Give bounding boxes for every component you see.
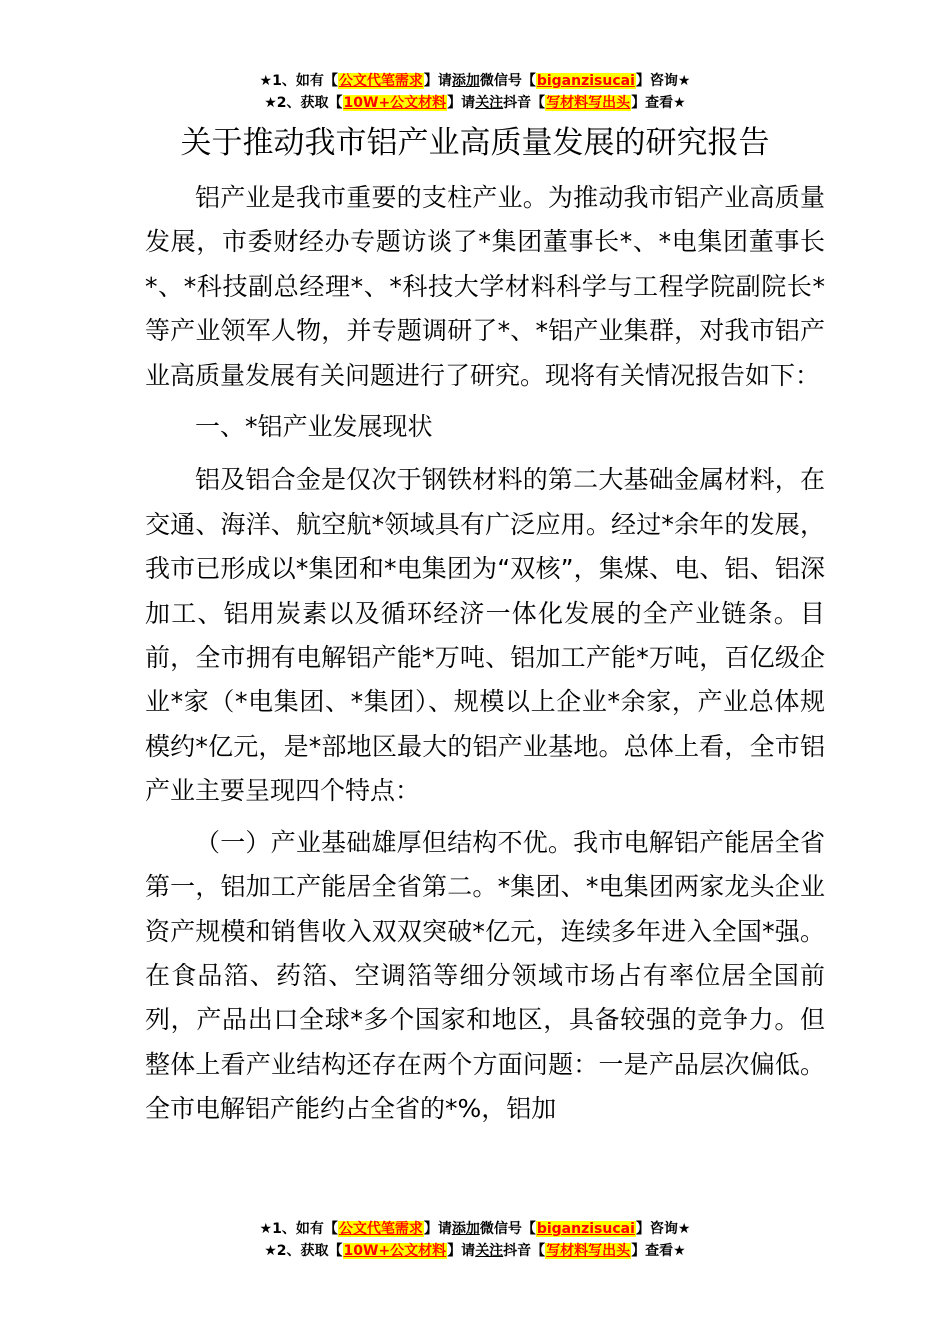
banner-text: ★1、如有【 (259, 73, 338, 89)
banner-line-2 (0, 92, 950, 114)
banner-text: 】请 (423, 73, 452, 89)
banner-text: 抖音【 (503, 95, 546, 111)
highlight-douyin-id: 写材料写出头 (546, 95, 631, 111)
highlight-wechat-id: biganzisucai (536, 1221, 635, 1237)
banner-emphasis: 添加 (451, 73, 480, 89)
document-body (145, 176, 825, 1139)
banner-text: ★2、获取【 (264, 1243, 343, 1259)
banner-text: ★1、如有【 (259, 1221, 338, 1237)
paragraph-point-1: （一）产业基础雄厚但结构不优。我市电解铝产能居全省第一，铝加工产能居全省第二。*集团、*电集团两家龙头企业资产规模和销售收入双双突破*亿元，连续多年进入全国*强。在食品箔、药箔、空调箔等细分领域市场占有率位居全国前列，产品出口全球*多个国家和地区，具备较强的竞争力。但整体上看产业结构还存在两个方面问题：一是产品层次偏低。全市电解铝产能约占全省的*%，铝加 (145, 827, 825, 1124)
banner-line-2 (0, 1240, 950, 1262)
banner-text: 微信号【 (479, 1221, 536, 1237)
highlight-materials: 10W+公文材料 (343, 95, 447, 111)
highlight-service: 公文代笔需求 (338, 1221, 423, 1237)
banner-emphasis: 关注 (475, 1243, 504, 1259)
banner-text: 】请 (447, 1243, 476, 1259)
banner-text: 】咨询★ (635, 73, 691, 89)
banner-text: 抖音【 (503, 1243, 546, 1259)
highlight-douyin-id: 写材料写出头 (546, 1243, 631, 1259)
banner-text: 】请 (423, 1221, 452, 1237)
paragraph-overview: 铝及铝合金是仅次于钢铁材料的第二大基础金属材料，在交通、海洋、航空航*领域具有广泛应用。经过*余年的发展，我市已形成以*集团和*电集团为“双核”，集煤、电、铝、铝深加工、铝用炭素以及循环经济一体化发展的全产业链条。目前，全市拥有电解铝产能*万吨、铝加工产能*万吨，百亿级企业*家（*电集团、*集团）、规模以上企业*余家，产业总体规模约*亿元，是*部地区最大的铝产业基地。总体上看，全市铝产业主要呈现四个特点： (145, 465, 825, 806)
banner-line-1 (0, 70, 950, 92)
highlight-service: 公文代笔需求 (338, 73, 423, 89)
highlight-wechat-id: biganzisucai (536, 73, 635, 89)
footer-banner (0, 1218, 950, 1262)
banner-emphasis: 添加 (451, 1221, 480, 1237)
banner-text: 微信号【 (479, 73, 536, 89)
banner-text: ★2、获取【 (264, 95, 343, 111)
section-heading: 一、*铝产业发展现状 (195, 412, 433, 442)
highlight-materials: 10W+公文材料 (343, 1243, 447, 1259)
banner-text: 】咨询★ (635, 1221, 691, 1237)
header-banner (0, 70, 950, 114)
paragraph-intro: 铝产业是我市重要的支柱产业。为推动我市铝产业高质量发展，市委财经办专题访谈了*集团董事长*、*电集团董事长*、*科技副总经理*、*科技大学材料科学与工程学院副院长*等产业领军人物，并专题调研了*、*铝产业集群，对我市铝产业高质量发展有关问题进行了研究。现将有关情况报告如下： (145, 183, 825, 390)
banner-text: 】查看★ (631, 1243, 686, 1259)
banner-emphasis: 关注 (475, 95, 504, 111)
banner-text: 】查看★ (631, 95, 686, 111)
document-title: 关于推动我市铝产业高质量发展的研究报告 (180, 125, 770, 161)
banner-line-1 (0, 1218, 950, 1240)
banner-text: 】请 (447, 95, 476, 111)
